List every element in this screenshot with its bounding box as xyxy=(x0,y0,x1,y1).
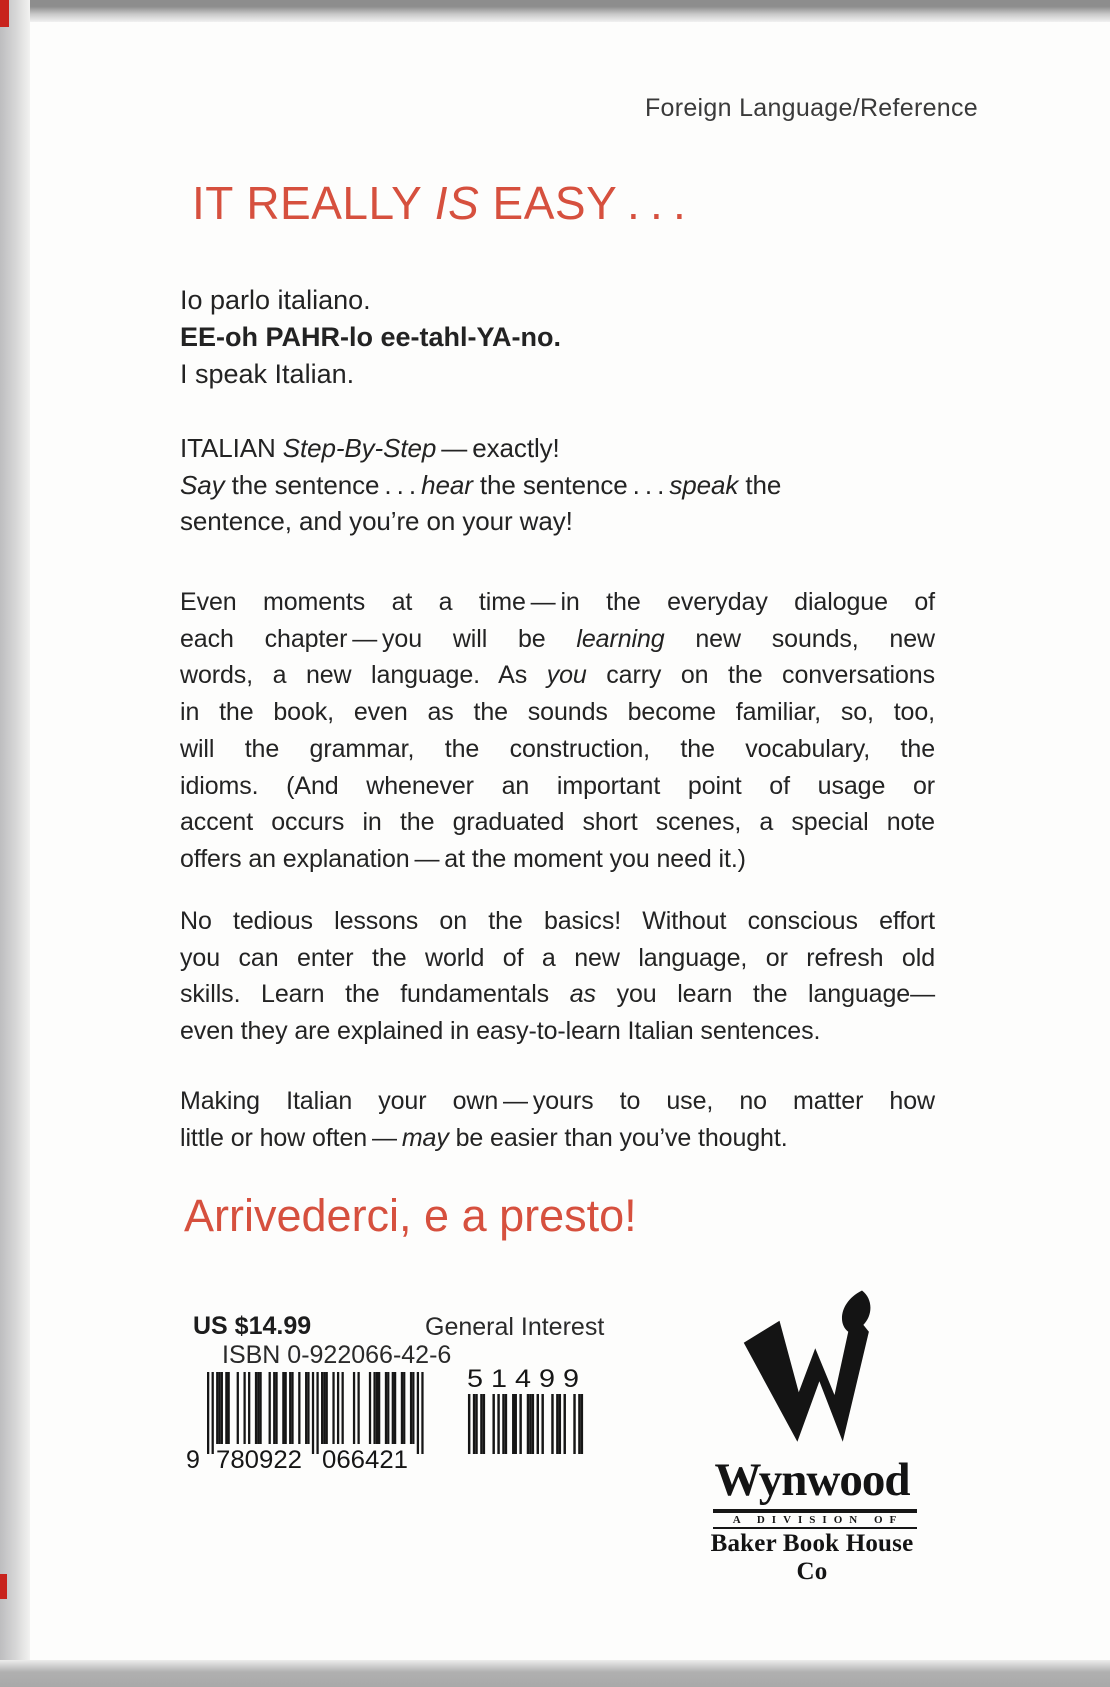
text-line xyxy=(180,1013,935,1050)
svg-text:9: 9 xyxy=(186,1446,200,1474)
text-segment: each chapter — you will be xyxy=(180,624,577,653)
text-segment: will the grammar, the construction, the vocabulary, the xyxy=(180,734,935,763)
text-segment: sentence, and you’re on your way! xyxy=(180,506,573,537)
headline-emphasis: IS xyxy=(434,177,480,229)
text-segment: words, a new language. As xyxy=(180,661,547,690)
svg-text:780922: 780922 xyxy=(216,1446,302,1474)
text-line xyxy=(180,584,935,621)
paragraph-even-moments xyxy=(180,584,935,878)
text-segment: speak xyxy=(669,469,739,500)
text-segment: skills. Learn the fundamentals xyxy=(180,980,570,1009)
publisher-parent-company: Baker Book House Co xyxy=(710,1530,914,1585)
text-line xyxy=(180,976,935,1013)
text-segment: — exactly! xyxy=(436,433,560,463)
text-segment: the sentence . . . xyxy=(472,469,670,500)
ean13-barcode xyxy=(183,1370,443,1474)
isbn-label: ISBN 0-922066-42-6 xyxy=(222,1341,452,1369)
text-segment: little or how often — xyxy=(180,1123,402,1152)
text-segment: be easier than you’ve thought. xyxy=(448,1123,788,1152)
text-line xyxy=(180,657,935,694)
text-segment: No tedious lessons on the basics! Without conscious effort xyxy=(180,907,935,935)
text-segment: even they are explained in easy-to-learn Italian sentences. xyxy=(180,1017,821,1046)
text-segment: idioms. (And whenever an important point of usage or xyxy=(180,771,935,800)
text-line xyxy=(180,768,935,805)
text-line xyxy=(180,1083,935,1120)
signoff: Arrivederci, e a presto! xyxy=(184,1190,637,1241)
text-segment: learning xyxy=(576,624,665,653)
text-line xyxy=(180,621,935,658)
text-segment: Say xyxy=(180,469,225,500)
publisher-division-label: A DIVISION OF xyxy=(713,1509,917,1529)
phrase-english: I speak Italian. xyxy=(180,359,355,389)
paragraph-step-by-step xyxy=(180,430,935,540)
text-segment: Making Italian your own — yours to use, no matter how xyxy=(180,1087,935,1115)
phrase-italian: Io parlo italiano. xyxy=(180,285,371,315)
text-line xyxy=(180,467,935,504)
category-label: Foreign Language/Reference xyxy=(644,94,978,122)
text-segment: ITALIAN xyxy=(180,433,283,463)
text-line xyxy=(180,430,935,467)
text-segment: offers an explanation — at the moment you need it.) xyxy=(180,844,746,873)
text-segment: carry on the conversations xyxy=(586,661,935,690)
text-segment: new sounds, new xyxy=(664,624,935,653)
text-segment: Step-By-Step xyxy=(282,433,437,463)
text-line xyxy=(180,841,935,878)
text-segment: the xyxy=(738,469,782,500)
text-segment: the sentence . . . xyxy=(224,469,422,500)
text-segment: you xyxy=(546,661,587,690)
text-segment: in the book, even as the sounds become familiar, so, too, xyxy=(180,698,935,727)
text-segment: as xyxy=(569,980,596,1009)
text-line xyxy=(180,940,935,977)
cover-red-edge-bottom xyxy=(0,1574,7,1599)
ean5-supplement-barcode xyxy=(464,1366,584,1456)
paragraph-no-tedious xyxy=(180,903,935,1050)
phrase-phonetic: EE-oh PAHR-lo ee-tahl-YA-no. xyxy=(180,322,562,352)
headline xyxy=(192,176,686,230)
price-label: US $14.99 xyxy=(193,1312,312,1340)
interest-label: General Interest xyxy=(425,1313,605,1341)
publisher-name: Wynwood xyxy=(714,1454,910,1506)
text-segment: you learn the language— xyxy=(595,980,935,1009)
text-segment: you can enter the world of a new language, or refresh old xyxy=(180,943,935,972)
text-segment: hear xyxy=(421,469,473,500)
svg-text:5 1 4 9 9: 5 1 4 9 9 xyxy=(467,1366,579,1393)
sample-phrase xyxy=(180,282,561,393)
text-line xyxy=(180,804,935,841)
scan-edge-top xyxy=(0,0,1110,22)
scan-edge-bottom xyxy=(0,1660,1110,1687)
headline-post: EASY . . . xyxy=(479,177,687,229)
cover-red-edge-top xyxy=(0,0,9,27)
headline-pre: IT REALLY xyxy=(192,177,435,229)
svg-text:066421: 066421 xyxy=(322,1446,408,1474)
scan-edge-left xyxy=(0,0,30,1687)
text-segment: Even moments at a time — in the everyday dialogue of xyxy=(180,588,935,616)
text-segment: accent occurs in the graduated short scenes, a special note xyxy=(180,808,935,837)
wynwood-w-icon xyxy=(730,1272,895,1452)
text-segment: may xyxy=(401,1123,449,1152)
text-line xyxy=(180,903,935,940)
paragraph-making-italian xyxy=(180,1083,935,1156)
text-line xyxy=(180,731,935,768)
text-line xyxy=(180,1120,935,1157)
text-line xyxy=(180,694,935,731)
text-line xyxy=(180,503,935,540)
